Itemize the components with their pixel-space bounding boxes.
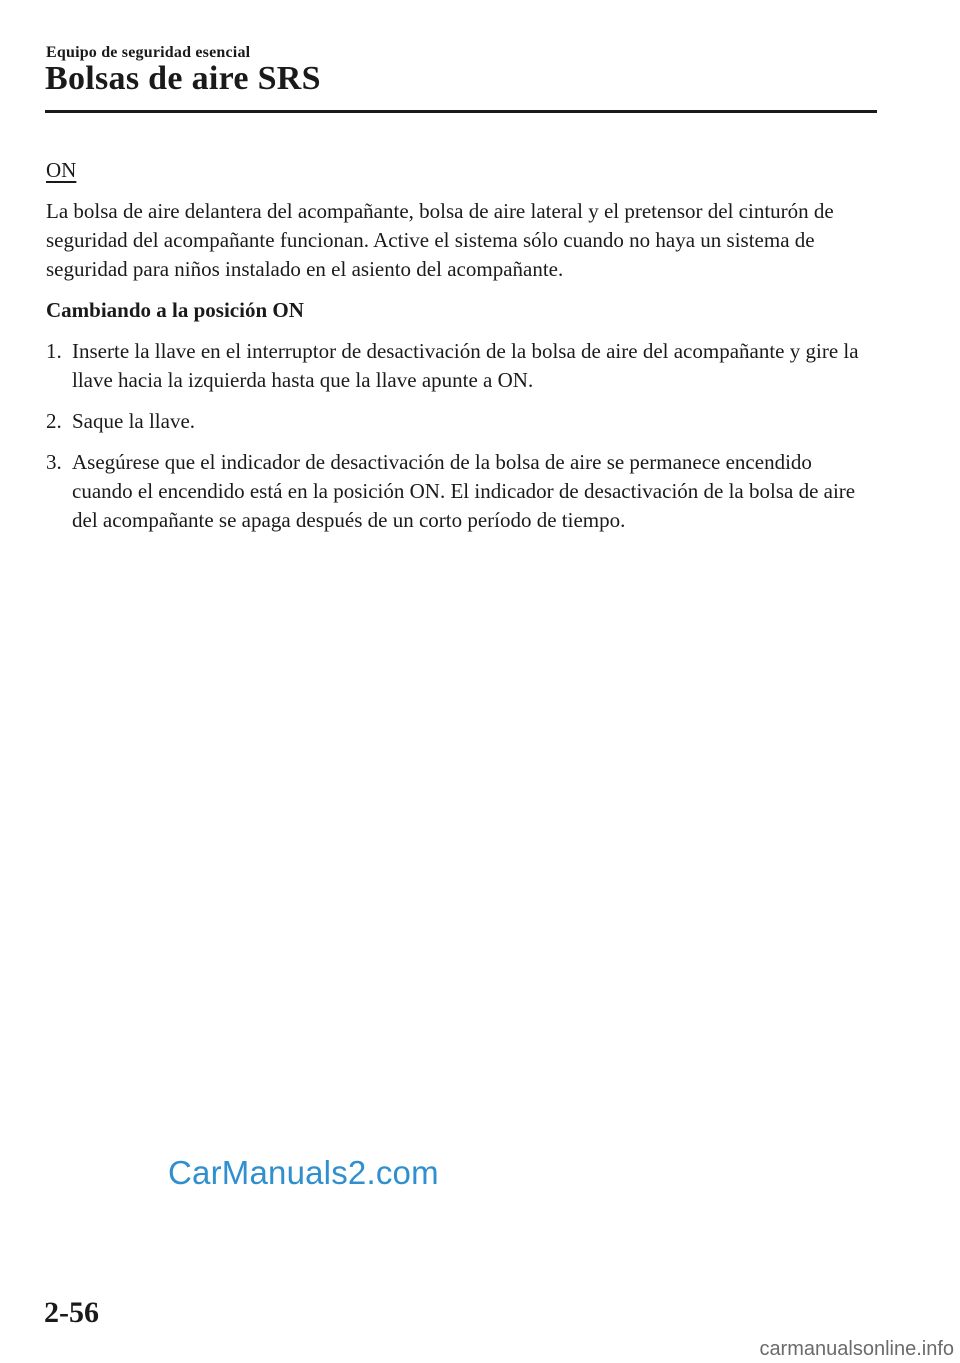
subheading: Cambiando a la posición ON <box>46 298 304 322</box>
step-text: Saque la llave. <box>72 409 196 433</box>
steps-list <box>46 337 876 535</box>
on-heading: ON <box>46 158 77 182</box>
header-divider <box>45 110 877 113</box>
watermark-logo: CarManuals2.com <box>168 1154 439 1191</box>
list-item <box>46 407 876 436</box>
page-title: Bolsas de aire SRS <box>45 60 321 97</box>
step-text: Inserte la llave en el interruptor de desactivación de la bolsa de aire del acompañante y gire la llave hacia la izquierda hasta que la llave apunte a ON. <box>72 339 859 392</box>
footer-site-label: carmanualsonline.info <box>759 1338 954 1360</box>
step-text: Asegúrese que el indicador de desactivación de la bolsa de aire se permanece encendido cuando el encendido está en la posición ON. El indicador de desactivación de la bolsa de aire del acompañante se apaga después de un corto período de tiempo. <box>72 450 856 532</box>
on-paragraph: La bolsa de aire delantera del acompañante, bolsa de aire lateral y el pretensor del cinturón de seguridad del acompañante funcionan. Active el sistema sólo cuando no haya un sistema de seguridad para niños instalado en el asiento del acompañante. <box>46 199 834 281</box>
header-section-label: Equipo de seguridad esencial <box>46 44 251 61</box>
list-item <box>46 337 876 395</box>
step-number: 3. <box>46 450 62 474</box>
page-number: 2-56 <box>44 1296 99 1329</box>
main-content <box>46 156 876 547</box>
step-number: 1. <box>46 339 62 363</box>
step-number: 2. <box>46 409 62 433</box>
list-item <box>46 448 876 535</box>
